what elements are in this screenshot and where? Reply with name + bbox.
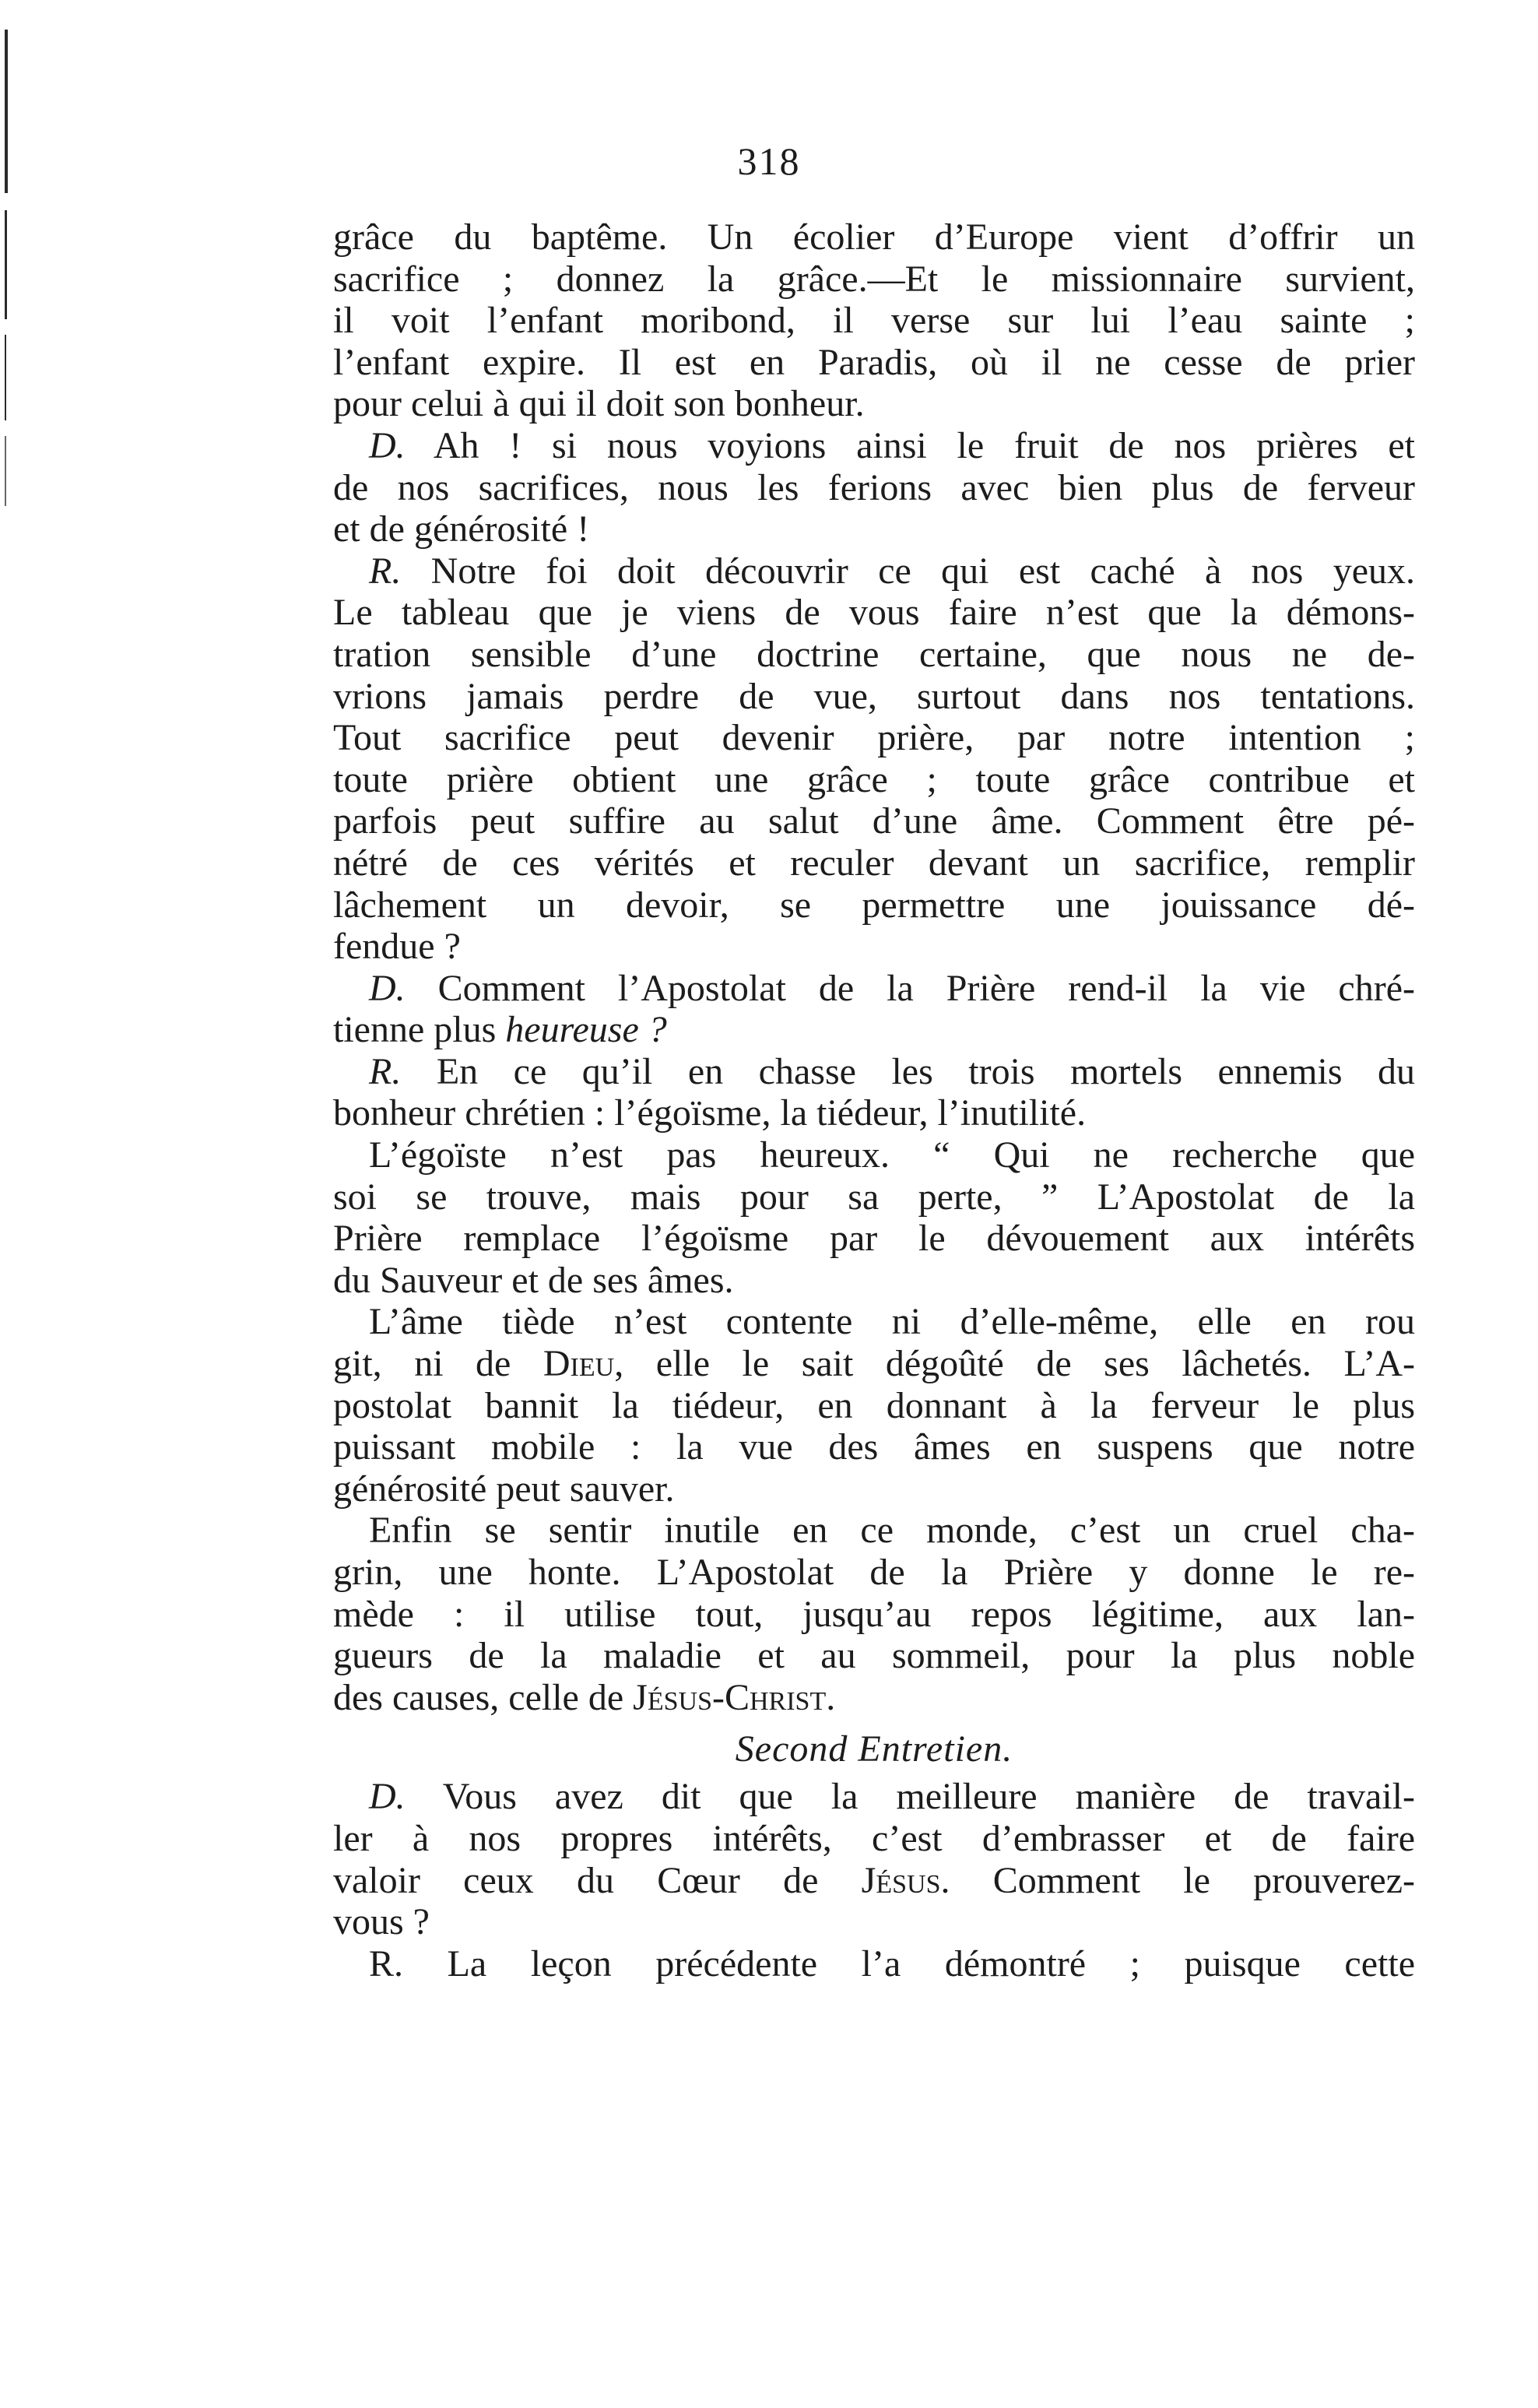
page-body: [333, 216, 1415, 1984]
text-line: grâce du baptême. Un écolier d’Europe vient d’offrir un: [333, 216, 1415, 258]
text-line: Prière remplace l’égoïsme par le dévouement aux intérêts: [333, 1218, 1415, 1260]
speaker-r: R.: [369, 1942, 404, 1984]
text-line: générosité peut sauver.: [333, 1468, 675, 1510]
text-line: de nos sacrifices, nous les ferions avec bien plus de ferveur: [333, 466, 1415, 508]
line-text: Comment l’Apostolat de la Prière rend-il la vie chré-: [437, 967, 1415, 1009]
text-line: L’égoïste n’est pas heureux. “ Qui ne recherche que: [369, 1134, 1415, 1176]
line-text: En ce qu’il en chasse les trois mortels ennemis du: [436, 1050, 1416, 1092]
text-line: pour celui à qui il doit son bonheur.: [333, 383, 865, 425]
line-text: Notre foi doit découvrir ce qui est caché à nos yeux.: [430, 550, 1416, 592]
text-line: [333, 1051, 1415, 1093]
text-line: [333, 1943, 1415, 1985]
text-line: gueurs de la maladie et au sommeil, pour la plus noble: [333, 1635, 1415, 1677]
text-line: ler à nos propres intérêts, c’est d’embrasser et de faire: [333, 1817, 1415, 1859]
text-line: parfois peut suffire au salut d’une âme. Comment être pé-: [333, 800, 1415, 842]
line-text: git, ni de: [333, 1343, 543, 1385]
small-caps-jesus-christ: Jésus-Christ.: [633, 1676, 836, 1718]
small-caps-jesus: Jésus: [861, 1859, 941, 1901]
text-line: toute prière obtient une grâce ; toute grâce contribue et: [333, 758, 1415, 800]
line-text: , elle le sait dégoûté de ses lâchetés. L’A-: [614, 1343, 1416, 1385]
text-line: [333, 1860, 1415, 1902]
small-caps-dieu: Dieu: [543, 1343, 615, 1385]
speaker-r: R.: [369, 1050, 402, 1092]
speaker-r: R.: [369, 550, 402, 592]
line-text: Vous avez dit que la meilleure manière de travail-: [442, 1776, 1416, 1818]
text-line: vrions jamais perdre de vue, surtout dans nos tentations.: [333, 675, 1415, 717]
text-line: [333, 1776, 1415, 1818]
line-text: La leçon précédente l’a démontré ; puisque cette: [447, 1942, 1416, 1984]
text-line: tration sensible d’une doctrine certaine, que nous ne de-: [333, 633, 1415, 675]
gutter-mark: [5, 335, 6, 420]
section-heading: Second Entretien.: [735, 1728, 1013, 1770]
line-text: des causes, celle de: [333, 1676, 634, 1718]
text-line: Le tableau que je viens de vous faire n’est que la démons-: [333, 592, 1415, 634]
text-line: Enfin se sentir inutile en ce monde, c’est un cruel cha-: [369, 1510, 1415, 1552]
text-line: postolat bannit la tiédeur, en donnant à la ferveur le plus: [333, 1384, 1415, 1426]
text-line: soi se trouve, mais pour sa perte, ” L’Apostolat de la: [333, 1176, 1415, 1218]
line-text: . Comment le prouverez-: [940, 1859, 1415, 1901]
text-line: [333, 1677, 1415, 1719]
speaker-d: D.: [369, 424, 406, 466]
text-line: [333, 1343, 1415, 1385]
text-line: nétré de ces vérités et reculer devant un sacrifice, remplir: [333, 842, 1415, 884]
line-text: Ah ! si nous voyions ainsi le fruit de nos prières et: [433, 424, 1415, 466]
gutter-mark: [5, 210, 7, 319]
text-line: et de générosité !: [333, 508, 590, 550]
text-line: du Sauveur et de ses âmes.: [333, 1259, 734, 1301]
emphasis-heureuse: heureuse ?: [505, 1009, 667, 1051]
text-line: il voit l’enfant moribond, il verse sur lui l’eau sainte ;: [333, 300, 1415, 342]
text-line: grin, une honte. L’Apostolat de la Prière y donne le re-: [333, 1552, 1415, 1593]
text-line: vous ?: [333, 1901, 430, 1943]
text-line: puissant mobile : la vue des âmes en suspens que notre: [333, 1426, 1415, 1468]
text-line: sacrifice ; donnez la grâce.—Et le missionnaire survient,: [333, 258, 1415, 300]
speaker-d: D.: [369, 1776, 406, 1818]
text-line: [333, 1009, 1415, 1051]
text-line: [333, 968, 1415, 1010]
text-line: l’enfant expire. Il est en Paradis, où il ne cesse de prier: [333, 341, 1415, 383]
text-line: mède : il utilise tout, jusqu’au repos légitime, aux lan-: [333, 1593, 1415, 1635]
text-line: L’âme tiède n’est contente ni d’elle-même, elle en rou: [369, 1301, 1415, 1343]
gutter-mark: [5, 436, 6, 506]
line-text: tienne plus: [333, 1009, 506, 1051]
text-line: [333, 550, 1415, 592]
text-line: bonheur chrétien : l’égoïsme, la tiédeur, l’inutilité.: [333, 1092, 1087, 1134]
text-line: Tout sacrifice peut devenir prière, par notre intention ;: [333, 717, 1415, 759]
text-line: [333, 425, 1415, 467]
line-text: valoir ceux du Cœur de: [333, 1859, 862, 1901]
speaker-d: D.: [369, 967, 406, 1009]
text-line: lâchement un devoir, se permettre une jouissance dé-: [333, 884, 1415, 926]
page-number: 318: [737, 139, 801, 183]
text-line: fendue ?: [333, 926, 461, 968]
